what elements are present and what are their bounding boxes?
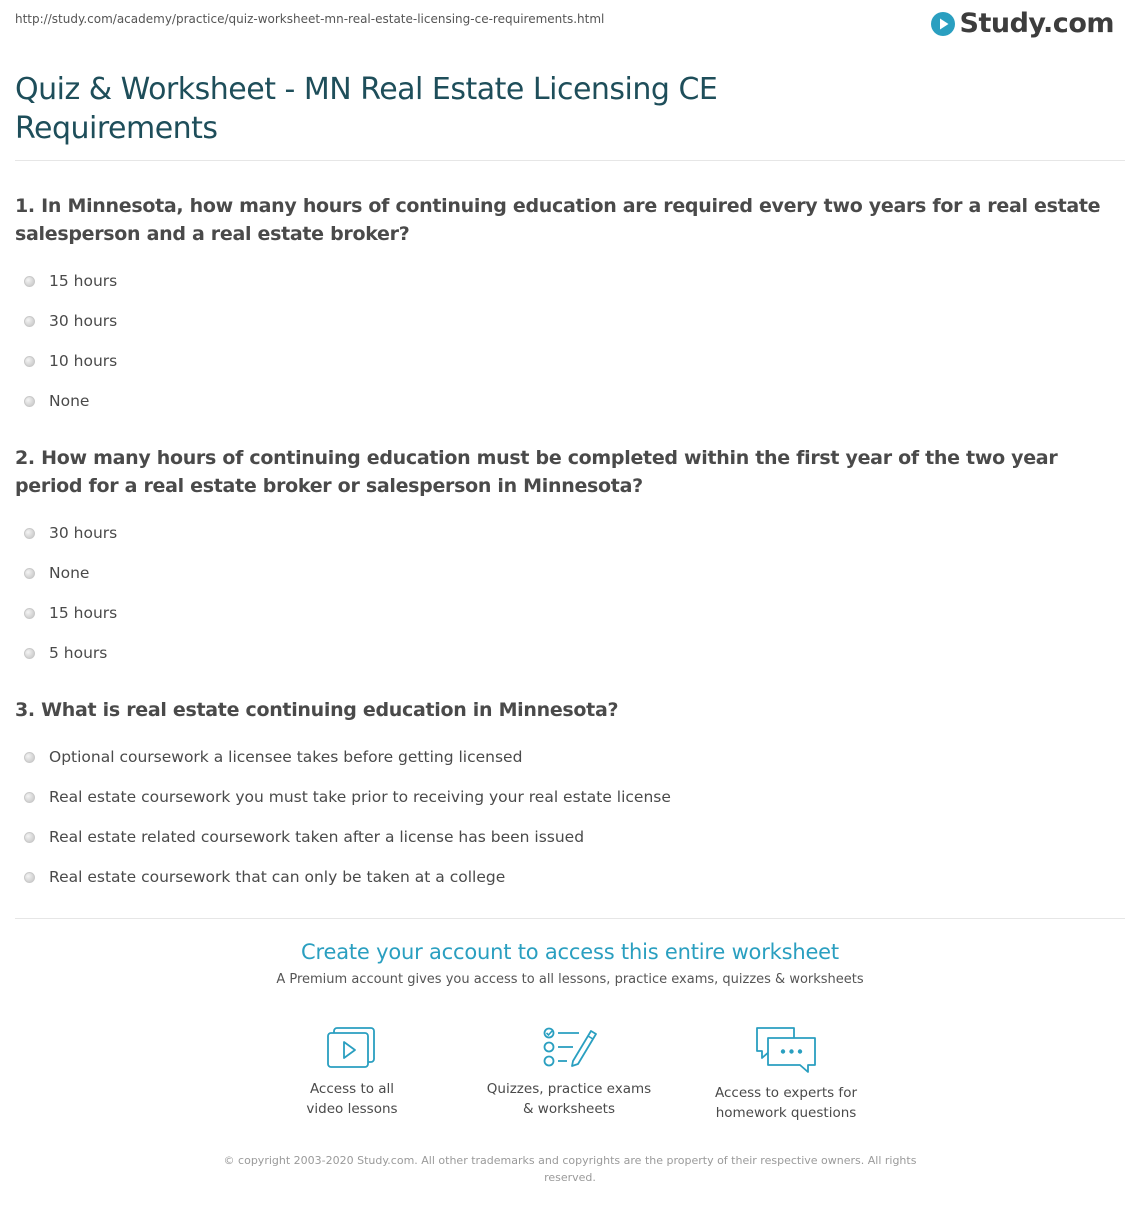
radio-button[interactable] <box>24 752 35 763</box>
play-circle-icon <box>930 11 956 37</box>
question-text: 3. What is real estate continuing education in Minnesota? <box>15 699 619 721</box>
feature-line-1: Access to all <box>309 1081 395 1097</box>
answer-option[interactable] <box>15 301 1125 341</box>
radio-button[interactable] <box>24 608 35 619</box>
question-text: 1. In Minnesota, how many hours of continuing education are required every two years for a real estate salesperson and a real estate broker? <box>15 195 1101 245</box>
cta-title-link[interactable]: Create your account to access this entire worksheet <box>301 940 839 964</box>
question-text: 2. How many hours of continuing education must be completed within the first year of the two year period for a real estate broker or salesperson in Minnesota? <box>15 447 1058 497</box>
answer-option[interactable] <box>15 857 1125 897</box>
radio-button[interactable] <box>24 792 35 803</box>
video-lessons-icon <box>252 1025 452 1071</box>
answer-option[interactable] <box>15 513 1125 553</box>
feature-line-1: Access to experts for <box>714 1085 857 1101</box>
answer-option[interactable] <box>15 633 1125 673</box>
question-2 <box>15 444 1125 673</box>
feature-line-1: Quizzes, practice exams <box>486 1081 652 1097</box>
answer-label: Real estate coursework you must take prior to receiving your real estate license <box>49 788 671 806</box>
answer-label: 5 hours <box>49 644 108 662</box>
answer-label: 30 hours <box>49 312 118 330</box>
answer-label: 15 hours <box>49 604 118 622</box>
logo-text: Study.com <box>959 8 1114 39</box>
radio-button[interactable] <box>24 276 35 287</box>
feature-line-2: video lessons <box>306 1101 398 1117</box>
question-3 <box>15 696 1125 897</box>
answer-label: Real estate coursework that can only be taken at a college <box>49 868 506 886</box>
answer-option[interactable] <box>15 553 1125 593</box>
answer-list <box>15 513 1125 673</box>
chat-bubbles-icon <box>686 1025 886 1075</box>
feature-list <box>0 1025 1140 1125</box>
copyright-text: © copyright 2003-2020 Study.com. All other trademarks and copyrights are the property of their respective owners. All rights reserved. <box>223 1154 917 1184</box>
radio-button[interactable] <box>24 832 35 843</box>
answer-label: Real estate related coursework taken after a license has been issued <box>49 828 585 846</box>
signup-cta <box>0 940 1140 987</box>
quiz-checklist-icon <box>469 1025 669 1071</box>
page-title: Quiz & Worksheet - MN Real Estate Licensing CE Requirements <box>15 72 718 146</box>
answer-label: None <box>49 564 90 582</box>
feature-line-2: & worksheets <box>522 1101 615 1117</box>
top-bar <box>0 0 1140 60</box>
radio-button[interactable] <box>24 568 35 579</box>
answer-label: Optional coursework a licensee takes before getting licensed <box>49 748 523 766</box>
cta-subtitle: A Premium account gives you access to all lessons, practice exams, quizzes & worksheets <box>276 972 864 987</box>
answer-list <box>15 261 1125 421</box>
answer-option[interactable] <box>15 737 1125 777</box>
radio-button[interactable] <box>24 356 35 367</box>
radio-button[interactable] <box>24 396 35 407</box>
answer-label: None <box>49 392 90 410</box>
answer-option[interactable] <box>15 341 1125 381</box>
answer-option[interactable] <box>15 777 1125 817</box>
page-url: http://study.com/academy/practice/quiz-worksheet-mn-real-estate-licensing-ce-requirements.html <box>15 12 605 26</box>
radio-button[interactable] <box>24 528 35 539</box>
question-1 <box>15 192 1125 421</box>
answer-label: 10 hours <box>49 352 118 370</box>
feature-video-lessons <box>252 1025 452 1119</box>
answer-label: 15 hours <box>49 272 118 290</box>
radio-button[interactable] <box>24 648 35 659</box>
feature-experts <box>686 1025 886 1123</box>
study-logo[interactable] <box>930 8 1114 39</box>
feature-quizzes <box>469 1025 669 1119</box>
feature-line-2: homework questions <box>715 1105 857 1121</box>
answer-label: 30 hours <box>49 524 118 542</box>
answer-option[interactable] <box>15 817 1125 857</box>
answer-option[interactable] <box>15 593 1125 633</box>
radio-button[interactable] <box>24 872 35 883</box>
answer-list <box>15 737 1125 897</box>
answer-option[interactable] <box>15 381 1125 421</box>
answer-option[interactable] <box>15 261 1125 301</box>
divider <box>15 160 1125 161</box>
divider <box>15 918 1125 919</box>
radio-button[interactable] <box>24 316 35 327</box>
